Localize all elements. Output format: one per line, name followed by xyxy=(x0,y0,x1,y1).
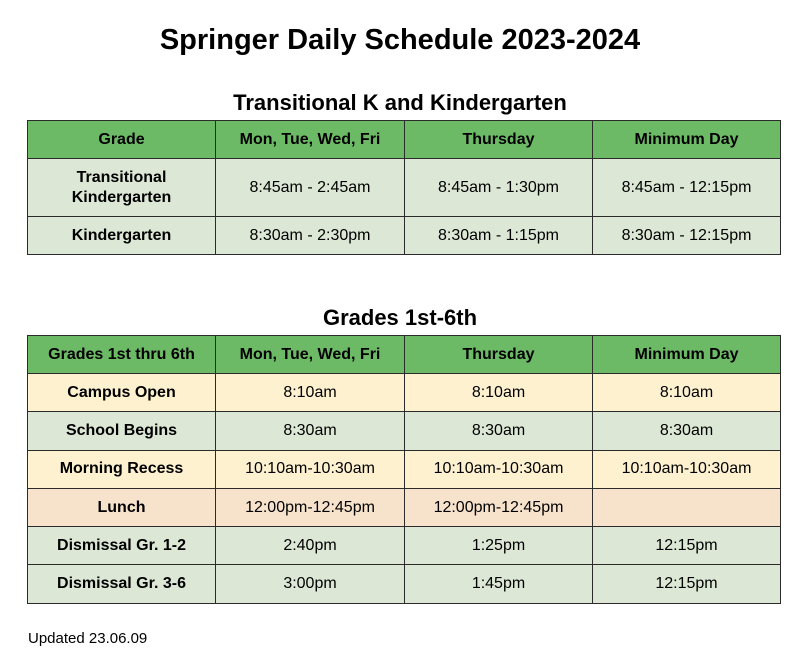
row-label xyxy=(28,159,216,217)
table-header-row xyxy=(28,121,781,159)
table-cell: 8:30am - 1:15pm xyxy=(405,217,593,255)
table-row xyxy=(28,450,781,488)
table-cell: 8:10am xyxy=(593,374,781,412)
grades-schedule-table xyxy=(27,335,781,604)
row-label: Campus Open xyxy=(28,374,216,412)
table-cell: 8:45am - 12:15pm xyxy=(593,159,781,217)
column-header: Mon, Tue, Wed, Fri xyxy=(216,121,405,159)
table-cell: 10:10am-10:30am xyxy=(593,450,781,488)
table-cell: 8:30am xyxy=(593,412,781,450)
table-cell: 12:15pm xyxy=(593,565,781,603)
table-cell: 12:00pm-12:45pm xyxy=(216,488,405,526)
updated-note: Updated 23.06.09 xyxy=(28,630,148,647)
table-cell: 1:45pm xyxy=(405,565,593,603)
table-row xyxy=(28,527,781,565)
table-cell xyxy=(593,488,781,526)
table-cell: 8:30am - 2:30pm xyxy=(216,217,405,255)
table-row xyxy=(28,412,781,450)
table-cell: 8:30am - 12:15pm xyxy=(593,217,781,255)
page-title: Springer Daily Schedule 2023-2024 xyxy=(159,24,641,56)
table-cell: 8:10am xyxy=(216,374,405,412)
table-row xyxy=(28,488,781,526)
row-label: Lunch xyxy=(28,488,216,526)
table-cell: 12:00pm-12:45pm xyxy=(405,488,593,526)
table-cell: 2:40pm xyxy=(216,527,405,565)
table-cell: 8:45am - 1:30pm xyxy=(405,159,593,217)
table-row xyxy=(28,565,781,603)
table-cell: 12:15pm xyxy=(593,527,781,565)
column-header: Minimum Day xyxy=(593,121,781,159)
table-cell: 8:10am xyxy=(405,374,593,412)
table-cell: 10:10am-10:30am xyxy=(216,450,405,488)
column-header: Grades 1st thru 6th xyxy=(28,336,216,374)
row-label: School Begins xyxy=(28,412,216,450)
column-header: Mon, Tue, Wed, Fri xyxy=(216,336,405,374)
table-header-row xyxy=(28,336,781,374)
row-label: Dismissal Gr. 3-6 xyxy=(28,565,216,603)
table-cell: 10:10am-10:30am xyxy=(405,450,593,488)
table-cell: 3:00pm xyxy=(216,565,405,603)
column-header: Minimum Day xyxy=(593,336,781,374)
table-row xyxy=(28,159,781,217)
table-cell: 1:25pm xyxy=(405,527,593,565)
table-cell: 8:45am - 2:45am xyxy=(216,159,405,217)
row-label: Kindergarten xyxy=(28,217,216,255)
table-cell: 8:30am xyxy=(216,412,405,450)
row-label-text: Transitional Kindergarten xyxy=(71,168,172,206)
table-row xyxy=(28,374,781,412)
row-label: Dismissal Gr. 1-2 xyxy=(28,527,216,565)
row-label: Morning Recess xyxy=(28,450,216,488)
column-header: Grade xyxy=(28,121,216,159)
column-header: Thursday xyxy=(405,121,593,159)
table-cell: 8:30am xyxy=(405,412,593,450)
column-header: Thursday xyxy=(405,336,593,374)
table-row xyxy=(28,217,781,255)
kinder-schedule-table xyxy=(27,120,781,255)
grades-section-title: Grades 1st-6th xyxy=(322,305,478,330)
kinder-section-title: Transitional K and Kindergarten xyxy=(233,90,567,115)
